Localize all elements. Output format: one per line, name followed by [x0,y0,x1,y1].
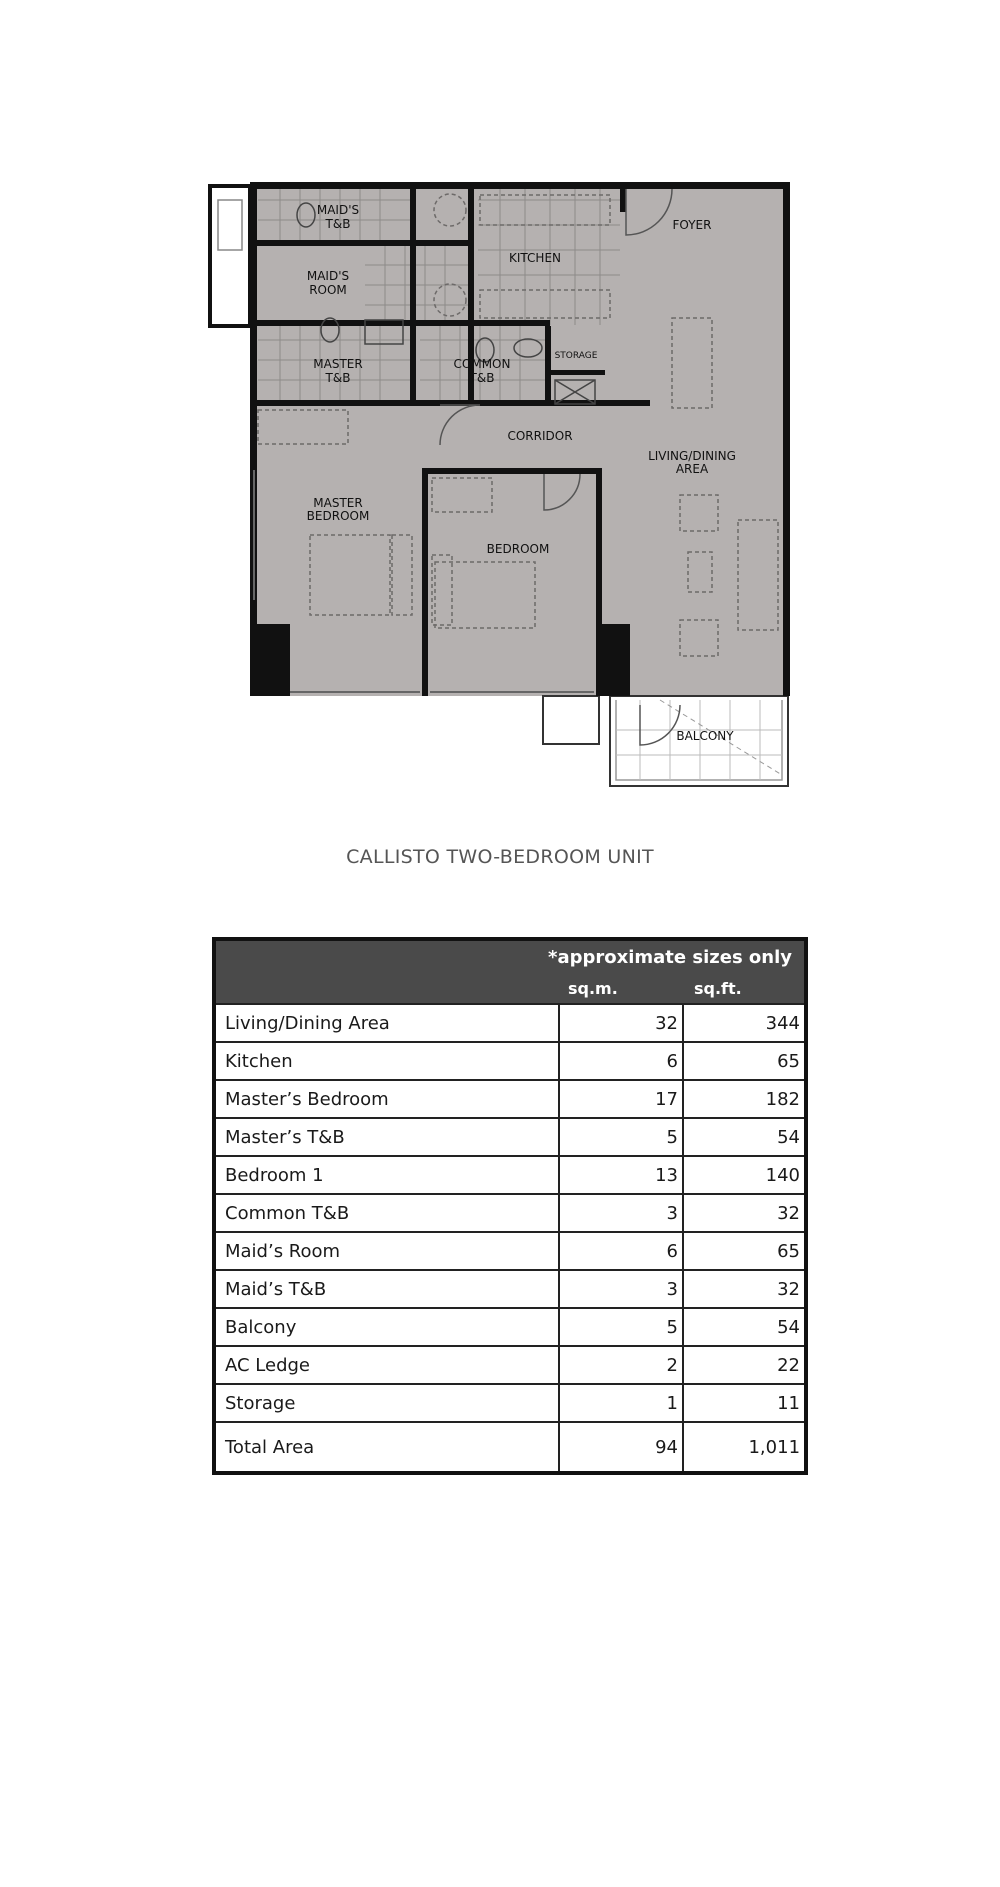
approx-note: *approximate sizes only [548,947,793,968]
label-maids-room-2: ROOM [309,283,347,297]
table-row [214,1308,806,1346]
row-sqm: 3 [559,1270,683,1308]
label-corridor: CORRIDOR [507,429,573,443]
row-sqm: 5 [559,1308,683,1346]
row-sqft: 32 [683,1270,806,1308]
table-row [214,1384,806,1422]
row-sqft: 54 [683,1308,806,1346]
label-common-tb-2: T&B [469,371,495,385]
row-label: AC Ledge [214,1346,559,1384]
row-label: Kitchen [214,1042,559,1080]
table-row [214,1156,806,1194]
label-maids-room: MAID'S [306,269,350,283]
label-master-bedroom-2: BEDROOM [306,509,370,523]
table-row [214,1042,806,1080]
floor-plan [0,0,1000,820]
label-maids-tb-2: T&B [325,217,351,231]
row-sqm: 6 [559,1232,683,1270]
label-common-tb: COMMON [453,357,511,371]
row-label: Maid’s Room [214,1232,559,1270]
row-label: Bedroom 1 [214,1156,559,1194]
ac-ledge-area [210,186,250,326]
label-maids-tb: MAID'S [316,203,360,217]
row-label: Storage [214,1384,559,1422]
row-sqm: 3 [559,1194,683,1232]
row-sqm: 6 [559,1042,683,1080]
label-foyer: FOYER [672,218,712,232]
row-sqft: 344 [683,1004,806,1042]
area-table [212,937,808,1475]
row-sqft: 140 [683,1156,806,1194]
row-sqft: 65 [683,1232,806,1270]
row-label: Balcony [214,1308,559,1346]
table-row [214,1270,806,1308]
row-sqm: 5 [559,1118,683,1156]
label-living-dining-2: AREA [675,462,709,476]
row-sqm: 13 [559,1156,683,1194]
table-row [214,1118,806,1156]
row-sqft: 22 [683,1346,806,1384]
label-master-tb: MASTER [313,357,363,371]
row-label: Living/Dining Area [214,1004,559,1042]
unit-sqm-header: sq.m. [568,979,618,998]
total-label: Total Area [214,1422,559,1473]
label-master-tb-2: T&B [325,371,351,385]
label-master-bedroom: MASTER [313,496,363,510]
row-sqft: 182 [683,1080,806,1118]
label-balcony: BALCONY [676,729,734,743]
table-row [214,1080,806,1118]
row-sqft: 65 [683,1042,806,1080]
total-sqm: 94 [559,1422,683,1473]
row-label: Master’s T&B [214,1118,559,1156]
row-sqft: 32 [683,1194,806,1232]
table-header [214,939,806,1004]
table-row [214,1232,806,1270]
row-sqm: 17 [559,1080,683,1118]
table-row [214,1194,806,1232]
table-row [214,1004,806,1042]
unit-sqft-header: sq.ft. [694,979,742,998]
label-bedroom: BEDROOM [486,542,550,556]
total-sqft: 1,011 [683,1422,806,1473]
table-row [214,1346,806,1384]
area-table-container [212,937,804,1475]
row-sqm: 2 [559,1346,683,1384]
bedroom-ledge [543,696,599,744]
row-sqft: 54 [683,1118,806,1156]
label-storage: STORAGE [554,351,598,361]
total-row [214,1422,806,1473]
row-sqm: 32 [559,1004,683,1042]
row-label: Maid’s T&B [214,1270,559,1308]
row-label: Master’s Bedroom [214,1080,559,1118]
plan-caption: CALLISTO TWO-BEDROOM UNIT [346,846,654,868]
row-label: Common T&B [214,1194,559,1232]
label-living-dining: LIVING/DINING [648,449,736,463]
label-kitchen: KITCHEN [509,251,561,265]
row-sqm: 1 [559,1384,683,1422]
row-sqft: 11 [683,1384,806,1422]
